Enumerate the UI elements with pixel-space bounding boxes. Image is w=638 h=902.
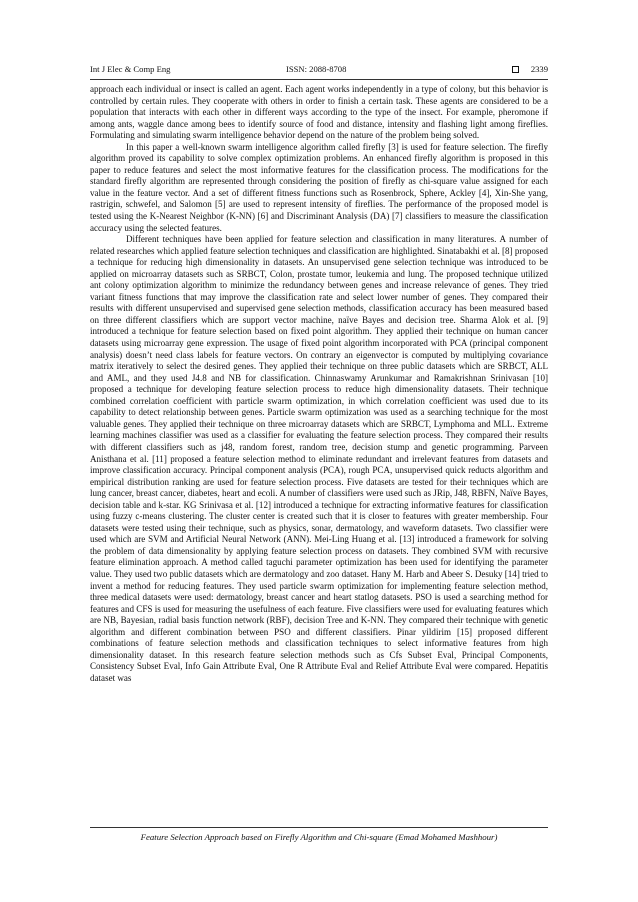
running-header <box>90 62 548 76</box>
header-divider <box>90 79 548 80</box>
footer-divider <box>90 827 548 828</box>
square-box-icon <box>512 66 519 73</box>
paragraph: approach each individual or insect is called an agent. Each agent works independently in a type of colony, but this behavior is controlled by certain rules. They cooperate with others in order to finish a certain task. These agents are considered to be a population that interacts with each other in different ways according to the type of the insect. For example, pheromone if among ants, waggle dance among bees to identify source of food and distance, intensity and flashing light among fireflies. Formulating and simulating swarm intelligence behavior depend on the nature of the problem being solved. <box>90 84 548 141</box>
issn: ISSN: 2088-8708 <box>286 64 347 74</box>
paragraph: In this paper a well-known swarm intelligence algorithm called firefly [3] is used for feature selection. The firefly algorithm proved its capability to solve complex optimization problems. An enhanced firefly algorithm is proposed in this paper to reduce features and select the most informative features for the classification process. The modifications for the standard firefly algorithm are represented through considering the position of firefly as chi-square value assigned for each value in the feature vector. And a set of different fitness functions such as Rosenbrock, Sphere, Ackley [4], Xin-She yang, rastrigin, schwefel, and Salomon [5] are used to represent intensity of fireflies. The performance of the proposed model is tested using the K-Nearest Neighbor (K-NN) [6] and Discriminant Analysis (DA) [7] classifiers to measure the classification accuracy using the selected features. <box>90 141 548 233</box>
body-text <box>90 84 548 684</box>
running-footer: Feature Selection Approach based on Firefly Algorithm and Chi-square (Emad Mohamed Mashhour) <box>140 832 498 842</box>
page-number: 2339 <box>530 64 548 74</box>
paragraph: Different techniques have been applied for feature selection and classification in many literatures. A number of related researches which applied feature selection techniques and classification are highlighted. Sinatabakhi et al. [8] proposed a technique for reducing high dimensionality in datasets. An unsupervised gene selection technique was introduced to be applied on microarray datasets such as SRBCT, Colon, prostate tumor, leukemia and lung. The proposed technique utilized ant colony optimization algorithm to minimize the redundancy between genes and increase relevance of genes. They tried variant fitness functions that may improve the classification rate and select lower number of genes. They compared their results with different unsupervised and supervised gene selection methods, classification accuracy has been measured based on three different classifiers which are support vector machine, naïve Bayes and decision tree. Sharma Alok et al. [9] introduced a technique for feature selection based on fixed point algorithm. They applied their technique on human cancer datasets using microarray gene expression. The usage of fixed point algorithm incorporated with PCA (principal component analysis) doesn’t need class labels for feature vectors. On contrary an eigenvector is computed by multiplying covariance matrix iteratively to select the desired genes. They applied their technique on three public datasets which are SRBCT, ALL and AML, and they used J4.8 and NB for classification. Chinnaswamy Arunkumar and Ramakrishnan Srinivasan [10] proposed a technique for developing feature selection process to reduce high dimensionality datasets. Their technique combined correlation coefficient with particle swarm optimization, in which correlation coefficient was used due to its capability to detect relationship between genes. Particle swarm optimization was used as a searching technique for the most valuable genes. They applied their technique on three microarray datasets which are SRBCT, Lymphoma and MLL. Extreme learning machines classifier was used as a classifier for evaluating the feature selection process. They compared their results with different classifiers such as j48, random forest, random tree, decision stump and genetic programming. Parveen Anisthana et al. [11] proposed a feature selection method to eliminate redundant and irrelevant features from datasets and improve classification accuracy. Principal component analysis (PCA), rough PCA, unsupervised quick reducts algorithm and empirical distribution ranking are used for feature selection process. Five datasets are tested for their techniques which are lung cancer, breast cancer, diabetes, heart and ecoli. A number of classifiers were used such as JRip, J48, RBFN, Naïve Bayes, decision table and k-star. KG Srinivasa et al. [12] introduced a technique for extracting informative features for classification using fuzzy c-means clustering. The cluster center is created such that it is closer to features with greater membership. Four datasets were tested using their technique, such as physics, sonar, dermatology, and waveform datasets. Two classifier were used which are SVM and Artificial Neural Network (ANN). Mei-Ling Huang et al. [13] introduced a framework for solving the problem of data dimensionality by applying feature selection process on datasets. They combined SVM with recursive feature elimination approach. A method called taguchi parameter optimization has been used for identifying the parameter value. They used two public datasets which are dermatology and zoo dataset. Hany M. Harb and Abeer S. Desuky [14] tried to invent a method for reducing features. They used particle swarm optimization for implementing feature selection method, three medical datasets were used: dermatology, breast cancer and heart statlog datasets. PSO is used a searching method for features and CFS is used for measuring the usefulness of each feature. Five classifiers were used for evaluating features which are NB, Bayesian, radial basis function network (RBF), decision Tree and K-NN. They compared their technique with genetic algorithm and different combination between PSO and different classifiers. Pinar yildirim [15] proposed different combinations of feature selection methods and classification techniques to select informative features from high dimensionality dataset. In this research feature selection methods such as Cfs Subset Eval, Principal Components, Consistency Subset Eval, Info Gain Attribute Eval, One R Attribute Eval and Relief Attribute Eval were compared. Hepatitis dataset was <box>90 234 548 683</box>
journal-name: Int J Elec & Comp Eng <box>90 64 171 74</box>
header-right <box>512 62 548 76</box>
